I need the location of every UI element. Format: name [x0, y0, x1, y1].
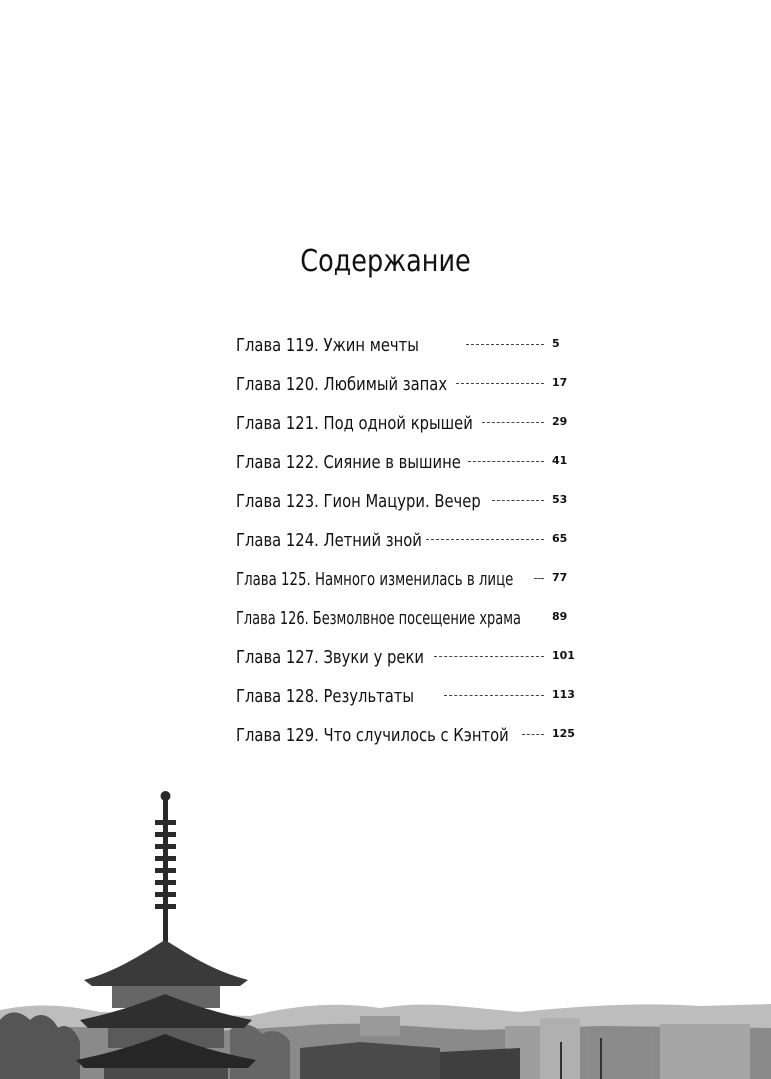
toc-entry-page: 29: [552, 415, 568, 428]
toc-entry[interactable]: [236, 369, 576, 399]
toc-entry[interactable]: [236, 525, 576, 555]
toc-entry[interactable]: [236, 720, 576, 750]
toc-entry-page: 17: [552, 376, 568, 389]
toc-entry[interactable]: [236, 681, 576, 711]
toc-leader-dots: [444, 695, 544, 696]
toc-entry-title: Глава 119. Ужин мечты: [236, 334, 419, 356]
toc-entry[interactable]: [236, 603, 576, 633]
toc-entry-title: Глава 125. Намного изменилась в лице: [236, 568, 514, 590]
toc-entry[interactable]: [236, 642, 576, 672]
contents-title: Содержание: [300, 244, 471, 279]
toc-entry-page: 65: [552, 532, 568, 545]
toc-entry[interactable]: [236, 408, 576, 438]
toc-entry-page: 5: [552, 337, 560, 350]
toc-entry-page: 41: [552, 454, 568, 467]
toc-entry-title: Глава 128. Результаты: [236, 685, 415, 707]
toc-leader-dots: [434, 656, 544, 657]
toc-entry-page: 125: [552, 727, 575, 740]
pagoda-skyline-illustration: [0, 780, 771, 1079]
toc-entry[interactable]: [236, 486, 576, 516]
toc-leader-dots: [466, 344, 544, 345]
toc-entry-title: Глава 121. Под одной крышей: [236, 412, 473, 434]
toc-entry-title: Глава 127. Звуки у реки: [236, 646, 424, 668]
toc-entry[interactable]: [236, 447, 576, 477]
toc-entry-page: 101: [552, 649, 575, 662]
toc-entry-page: 113: [552, 688, 575, 701]
toc-leader-dots: [426, 539, 544, 540]
toc-entry-title: Глава 120. Любимый запах: [236, 373, 448, 395]
toc-entry-title: Глава 123. Гион Мацури. Вечер: [236, 490, 481, 512]
toc-entry-page: 89: [552, 610, 568, 623]
toc-entry-title: Глава 122. Сияние в вышине: [236, 451, 461, 473]
toc-entry-title: Глава 129. Что случилось с Кэнтой: [236, 724, 509, 746]
toc-leader-dots: [456, 383, 544, 384]
toc-entry-title: Глава 124. Летний зной: [236, 529, 422, 551]
toc-leader-dots: [468, 461, 544, 462]
toc-entry[interactable]: [236, 330, 576, 360]
toc-entry-page: 53: [552, 493, 568, 506]
toc-leader-dots: [522, 734, 544, 735]
toc-leader-dots: [534, 578, 544, 579]
toc-entry-title: Глава 126. Безмолвное посещение храма: [236, 607, 521, 629]
toc-entry[interactable]: [236, 564, 576, 594]
toc-entry-page: 77: [552, 571, 568, 584]
toc-leader-dots: [492, 500, 544, 501]
toc-leader-dots: [482, 422, 544, 423]
